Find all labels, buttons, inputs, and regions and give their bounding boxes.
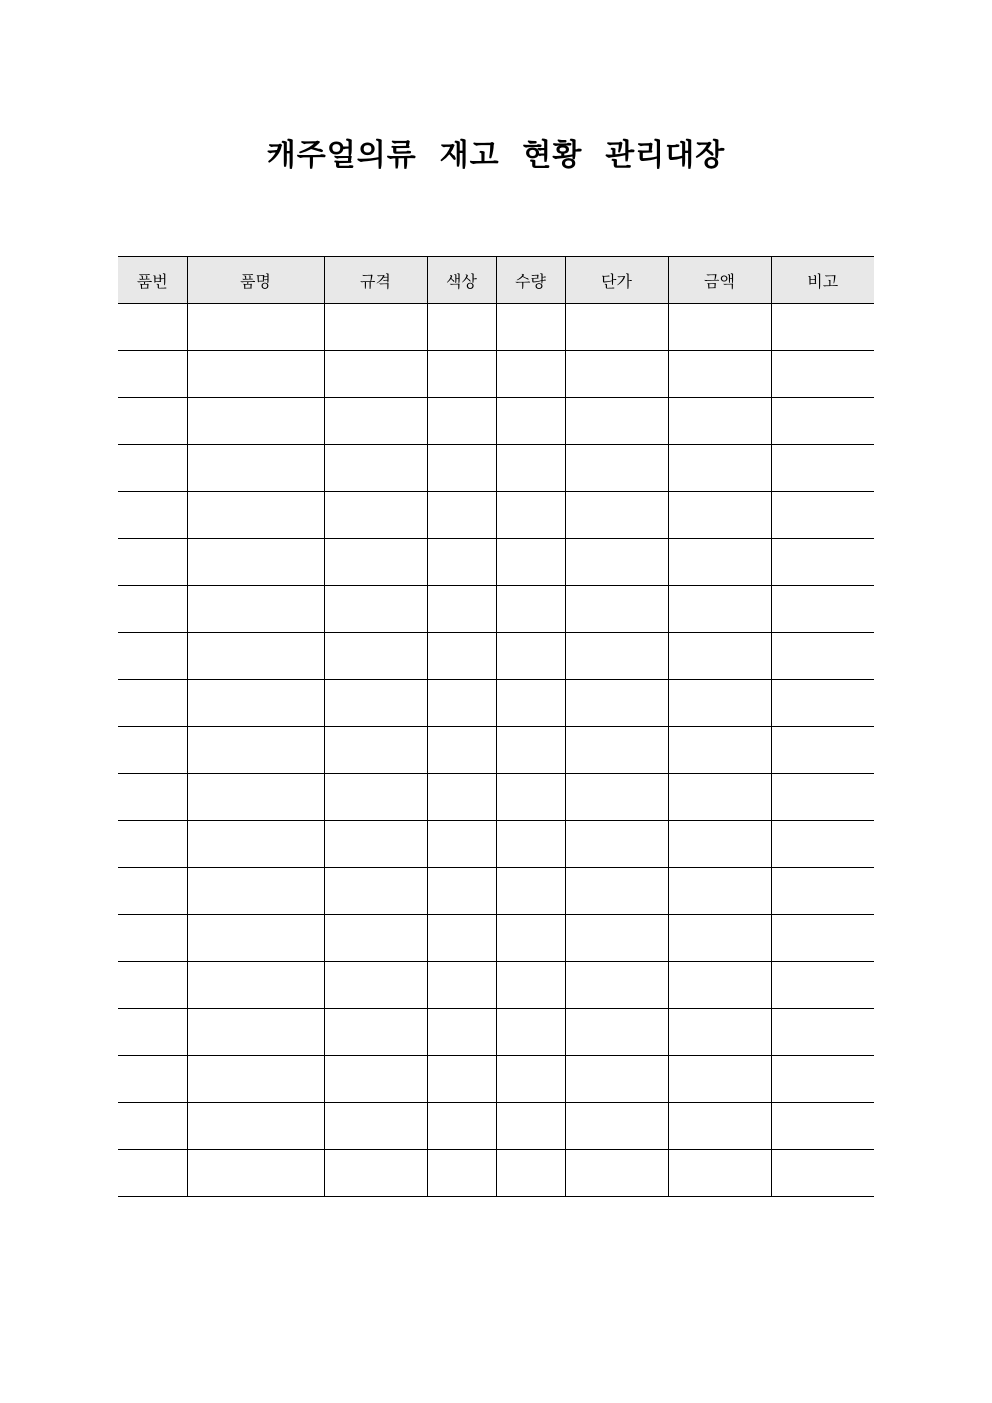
table-cell-unit-price[interactable] (565, 351, 668, 398)
table-cell-remarks[interactable] (771, 1056, 874, 1103)
table-cell-quantity[interactable] (496, 586, 565, 633)
column-header-remarks: 비고 (771, 257, 874, 304)
table-cell-color[interactable] (427, 304, 496, 351)
table-cell-remarks[interactable] (771, 1103, 874, 1150)
table-cell-quantity[interactable] (496, 962, 565, 1009)
table-cell-quantity[interactable] (496, 680, 565, 727)
table-cell-specification[interactable] (324, 727, 427, 774)
table-cell-remarks[interactable] (771, 962, 874, 1009)
table-cell-quantity[interactable] (496, 398, 565, 445)
table-cell-amount[interactable] (668, 445, 771, 492)
table-cell-item-name[interactable] (187, 398, 324, 445)
table-cell-color[interactable] (427, 868, 496, 915)
table-cell-item-name[interactable] (187, 1056, 324, 1103)
table-cell-remarks[interactable] (771, 1009, 874, 1056)
table-cell-specification[interactable] (324, 492, 427, 539)
table-cell-item-number[interactable] (118, 633, 187, 680)
table-row (118, 492, 874, 539)
table-cell-remarks[interactable] (771, 868, 874, 915)
table-cell-amount[interactable] (668, 680, 771, 727)
table-cell-item-name[interactable] (187, 821, 324, 868)
table-cell-color[interactable] (427, 398, 496, 445)
table-cell-item-number[interactable] (118, 962, 187, 1009)
table-cell-unit-price[interactable] (565, 962, 668, 1009)
table-cell-unit-price[interactable] (565, 1150, 668, 1197)
table-cell-unit-price[interactable] (565, 633, 668, 680)
table-cell-remarks[interactable] (771, 304, 874, 351)
table-header-row (118, 257, 874, 304)
table-cell-color[interactable] (427, 445, 496, 492)
table-cell-quantity[interactable] (496, 351, 565, 398)
table-cell-unit-price[interactable] (565, 821, 668, 868)
table-cell-remarks[interactable] (771, 1150, 874, 1197)
table-cell-color[interactable] (427, 539, 496, 586)
page-title: 캐주얼의류 재고 현황 관리대장 (266, 138, 726, 173)
table-body (118, 304, 874, 1197)
table-cell-amount[interactable] (668, 774, 771, 821)
table-row (118, 680, 874, 727)
table-cell-color[interactable] (427, 915, 496, 962)
table-cell-specification[interactable] (324, 539, 427, 586)
table-cell-item-number[interactable] (118, 586, 187, 633)
table-cell-amount[interactable] (668, 586, 771, 633)
table-cell-item-number[interactable] (118, 492, 187, 539)
table-cell-item-name[interactable] (187, 445, 324, 492)
table-cell-item-number[interactable] (118, 351, 187, 398)
table-cell-item-number[interactable] (118, 774, 187, 821)
table-cell-amount[interactable] (668, 398, 771, 445)
table-cell-item-number[interactable] (118, 445, 187, 492)
table-cell-amount[interactable] (668, 351, 771, 398)
table-cell-quantity[interactable] (496, 774, 565, 821)
table-cell-color[interactable] (427, 351, 496, 398)
table-cell-unit-price[interactable] (565, 586, 668, 633)
column-header-item-number: 품번 (118, 257, 187, 304)
table-cell-item-number[interactable] (118, 1150, 187, 1197)
table-cell-remarks[interactable] (771, 633, 874, 680)
table-cell-item-number[interactable] (118, 539, 187, 586)
table-cell-specification[interactable] (324, 868, 427, 915)
table-cell-specification[interactable] (324, 445, 427, 492)
table-cell-quantity[interactable] (496, 492, 565, 539)
table-cell-item-name[interactable] (187, 680, 324, 727)
table-cell-specification[interactable] (324, 1009, 427, 1056)
table-row (118, 1150, 874, 1197)
table-cell-specification[interactable] (324, 774, 427, 821)
table-cell-unit-price[interactable] (565, 915, 668, 962)
table-cell-item-name[interactable] (187, 633, 324, 680)
table-cell-specification[interactable] (324, 304, 427, 351)
table-cell-amount[interactable] (668, 492, 771, 539)
table-cell-quantity[interactable] (496, 868, 565, 915)
table-row (118, 821, 874, 868)
column-header-item-name: 품명 (187, 257, 324, 304)
table-cell-remarks[interactable] (771, 915, 874, 962)
table-cell-item-number[interactable] (118, 304, 187, 351)
table-cell-item-name[interactable] (187, 962, 324, 1009)
table-cell-amount[interactable] (668, 821, 771, 868)
table-cell-quantity[interactable] (496, 727, 565, 774)
table-cell-specification[interactable] (324, 1150, 427, 1197)
table-row (118, 868, 874, 915)
table-cell-amount[interactable] (668, 868, 771, 915)
table-cell-amount[interactable] (668, 304, 771, 351)
column-header-unit-price: 단가 (565, 257, 668, 304)
table-cell-amount[interactable] (668, 539, 771, 586)
table-row (118, 774, 874, 821)
column-header-quantity: 수량 (496, 257, 565, 304)
table-row (118, 962, 874, 1009)
table-cell-item-number[interactable] (118, 1009, 187, 1056)
table-cell-specification[interactable] (324, 821, 427, 868)
table-row (118, 1056, 874, 1103)
table-cell-quantity[interactable] (496, 304, 565, 351)
table-cell-remarks[interactable] (771, 398, 874, 445)
table-cell-item-name[interactable] (187, 586, 324, 633)
table-cell-item-number[interactable] (118, 821, 187, 868)
table-row (118, 351, 874, 398)
table-cell-quantity[interactable] (496, 1056, 565, 1103)
table-cell-item-number[interactable] (118, 1103, 187, 1150)
table-row (118, 727, 874, 774)
table-cell-quantity[interactable] (496, 539, 565, 586)
table-row (118, 304, 874, 351)
table-cell-amount[interactable] (668, 915, 771, 962)
table-cell-amount[interactable] (668, 1103, 771, 1150)
table-cell-unit-price[interactable] (565, 304, 668, 351)
table-cell-remarks[interactable] (771, 727, 874, 774)
table-row (118, 445, 874, 492)
table-cell-remarks[interactable] (771, 680, 874, 727)
table-cell-quantity[interactable] (496, 1150, 565, 1197)
table-cell-unit-price[interactable] (565, 398, 668, 445)
table-cell-item-name[interactable] (187, 539, 324, 586)
table-cell-quantity[interactable] (496, 1103, 565, 1150)
column-header-amount: 금액 (668, 257, 771, 304)
table-cell-item-name[interactable] (187, 727, 324, 774)
table-cell-item-number[interactable] (118, 398, 187, 445)
table-cell-item-name[interactable] (187, 351, 324, 398)
table-cell-color[interactable] (427, 680, 496, 727)
table-cell-unit-price[interactable] (565, 1056, 668, 1103)
table-cell-amount[interactable] (668, 633, 771, 680)
table-row (118, 539, 874, 586)
table-cell-amount[interactable] (668, 727, 771, 774)
table-cell-unit-price[interactable] (565, 1009, 668, 1056)
table-cell-item-name[interactable] (187, 1009, 324, 1056)
table-cell-amount[interactable] (668, 1150, 771, 1197)
table-cell-item-number[interactable] (118, 1056, 187, 1103)
table-cell-unit-price[interactable] (565, 1103, 668, 1150)
column-header-color: 색상 (427, 257, 496, 304)
table-cell-remarks[interactable] (771, 586, 874, 633)
table-cell-remarks[interactable] (771, 774, 874, 821)
table-cell-remarks[interactable] (771, 492, 874, 539)
table-cell-specification[interactable] (324, 586, 427, 633)
table-cell-specification[interactable] (324, 962, 427, 1009)
table-cell-quantity[interactable] (496, 633, 565, 680)
table-cell-item-name[interactable] (187, 304, 324, 351)
table-cell-item-number[interactable] (118, 727, 187, 774)
table-cell-color[interactable] (427, 586, 496, 633)
table-cell-item-name[interactable] (187, 1103, 324, 1150)
table-cell-unit-price[interactable] (565, 445, 668, 492)
table-cell-color[interactable] (427, 1056, 496, 1103)
table-cell-item-name[interactable] (187, 1150, 324, 1197)
table-cell-specification[interactable] (324, 1056, 427, 1103)
table-cell-item-number[interactable] (118, 868, 187, 915)
column-header-specification: 규격 (324, 257, 427, 304)
table-cell-unit-price[interactable] (565, 727, 668, 774)
table-cell-color[interactable] (427, 821, 496, 868)
table-cell-color[interactable] (427, 1103, 496, 1150)
table-cell-item-number[interactable] (118, 680, 187, 727)
table-cell-quantity[interactable] (496, 915, 565, 962)
table-row (118, 586, 874, 633)
table-cell-unit-price[interactable] (565, 868, 668, 915)
table-cell-quantity[interactable] (496, 445, 565, 492)
table-cell-color[interactable] (427, 1150, 496, 1197)
table-row (118, 1009, 874, 1056)
table-cell-item-name[interactable] (187, 868, 324, 915)
table-cell-amount[interactable] (668, 962, 771, 1009)
table-cell-color[interactable] (427, 492, 496, 539)
table-cell-specification[interactable] (324, 680, 427, 727)
table-cell-remarks[interactable] (771, 821, 874, 868)
table-cell-unit-price[interactable] (565, 774, 668, 821)
table-row (118, 915, 874, 962)
table-row (118, 633, 874, 680)
table-cell-color[interactable] (427, 962, 496, 1009)
table-cell-remarks[interactable] (771, 445, 874, 492)
table-cell-item-number[interactable] (118, 915, 187, 962)
table-cell-color[interactable] (427, 727, 496, 774)
table-cell-specification[interactable] (324, 398, 427, 445)
table-cell-amount[interactable] (668, 1056, 771, 1103)
table-cell-specification[interactable] (324, 633, 427, 680)
table-cell-remarks[interactable] (771, 539, 874, 586)
table-cell-color[interactable] (427, 633, 496, 680)
table-cell-item-name[interactable] (187, 774, 324, 821)
table-cell-color[interactable] (427, 774, 496, 821)
table-cell-color[interactable] (427, 1009, 496, 1056)
table-cell-unit-price[interactable] (565, 492, 668, 539)
table-cell-quantity[interactable] (496, 1009, 565, 1056)
inventory-table (118, 256, 874, 1197)
table-cell-item-name[interactable] (187, 492, 324, 539)
table-cell-unit-price[interactable] (565, 680, 668, 727)
table-cell-remarks[interactable] (771, 351, 874, 398)
table-cell-item-name[interactable] (187, 915, 324, 962)
table-cell-amount[interactable] (668, 1009, 771, 1056)
table-cell-specification[interactable] (324, 1103, 427, 1150)
table-cell-quantity[interactable] (496, 821, 565, 868)
table-cell-unit-price[interactable] (565, 539, 668, 586)
table-cell-specification[interactable] (324, 915, 427, 962)
table-row (118, 398, 874, 445)
table-row (118, 1103, 874, 1150)
table-cell-specification[interactable] (324, 351, 427, 398)
